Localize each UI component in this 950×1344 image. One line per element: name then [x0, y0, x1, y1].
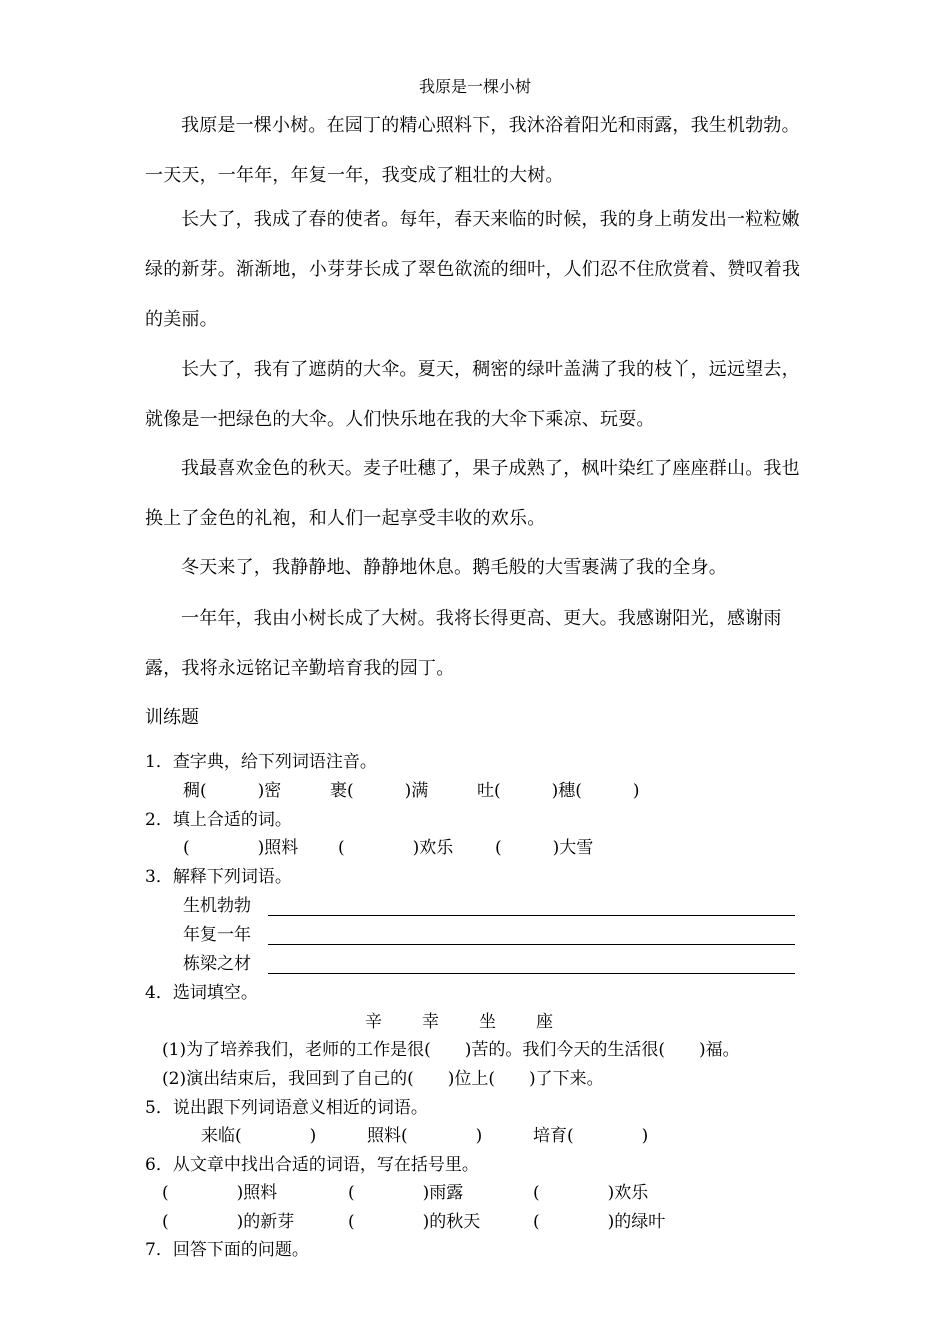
q4-label: 4．选词填空。 — [145, 983, 258, 1003]
q1-item-1: 稠( )密 — [183, 781, 282, 801]
q4-choice-4: 座 — [536, 1012, 553, 1032]
q2-item-2: ( )欢乐 — [338, 838, 454, 858]
q2-item-1: ( )照料 — [183, 838, 299, 858]
q6-row2-item-1: ( )的新芽 — [162, 1212, 295, 1232]
q4-choice-3: 坐 — [479, 1012, 496, 1032]
q4-sentence-1: (1)为了培养我们，老师的工作是很( )苦的。我们今天的生活很( )福。 — [162, 1040, 740, 1060]
q6-row1-item-3: ( )欢乐 — [533, 1183, 649, 1203]
q3-term-2: 年复一年 — [183, 925, 251, 945]
paragraph-6: 一年年，我由小树长成了大树。我将长得更高、更大。我感谢阳光，感谢雨露，我将永远铭记辛勤培育我的园丁。 — [145, 608, 782, 679]
paragraph-5: 冬天来了，我静静地、静静地休息。鹅毛般的大雪裹满了我的全身。 — [181, 557, 727, 578]
q2-label: 2．填上合适的词。 — [145, 810, 292, 830]
q5-item-3: 培育( ) — [533, 1126, 649, 1146]
q6-row2-item-3: ( )的绿叶 — [533, 1212, 666, 1232]
q1-label: 1．查字典，给下列词语注音。 — [145, 752, 377, 772]
q6-row1-item-2: ( )雨露 — [348, 1183, 464, 1203]
q6-label: 6．从文章中找出合适的词语，写在括号里。 — [145, 1155, 479, 1175]
q3-answer-line-1 — [268, 915, 795, 916]
q6-row1-item-1: ( )照料 — [162, 1183, 278, 1203]
q4-sentence-2: (2)演出结束后，我回到了自己的( )位上( )了下来。 — [162, 1069, 604, 1089]
paragraph-1: 我原是一棵小树。在园丁的精心照料下，我沐浴着阳光和雨露，我生机勃勃。一天天，一年年，年复一年，我变成了粗壮的大树。 — [145, 115, 800, 186]
exercises-heading: 训练题 — [145, 707, 199, 728]
q4-choice-2: 幸 — [422, 1012, 439, 1032]
q6-row2-item-2: ( )的秋天 — [348, 1212, 481, 1232]
q1-item-2: 裹( )满 — [330, 781, 429, 801]
q5-item-2: 照料( ) — [367, 1126, 483, 1146]
q3-answer-line-2 — [268, 944, 795, 945]
q3-term-1: 生机勃勃 — [183, 896, 251, 916]
q3-term-3: 栋梁之材 — [183, 954, 251, 974]
q5-item-1: 来临( ) — [201, 1126, 317, 1146]
q5-label: 5．说出跟下列词语意义相近的词语。 — [145, 1098, 428, 1118]
q4-choice-1: 辛 — [365, 1012, 382, 1032]
q1-item-3: 吐( )穗( ) — [477, 781, 640, 801]
paragraph-2: 长大了，我成了春的使者。每年，春天来临的时候，我的身上萌发出一粒粒嫩绿的新芽。渐渐地，小芽芽长成了翠色欲流的细叶，人们忍不住欣赏着、赞叹着我的美丽。 — [145, 209, 801, 330]
q3-label: 3．解释下列词语。 — [145, 867, 292, 887]
q3-answer-line-3 — [268, 973, 795, 974]
paragraph-3: 长大了，我有了遮荫的大伞。夏天，稠密的绿叶盖满了我的枝丫，远远望去，就像是一把绿色的大伞。人们快乐地在我的大伞下乘凉、玩耍。 — [145, 359, 800, 430]
passage-title: 我原是一棵小树 — [418, 77, 531, 96]
q7-label: 7．回答下面的问题。 — [145, 1240, 309, 1260]
paragraph-4: 我最喜欢金色的秋天。麦子吐穗了，果子成熟了，枫叶染红了座座群山。我也换上了金色的礼袍，和人们一起享受丰收的欢乐。 — [145, 458, 800, 529]
q2-item-3: ( )大雪 — [495, 838, 594, 858]
